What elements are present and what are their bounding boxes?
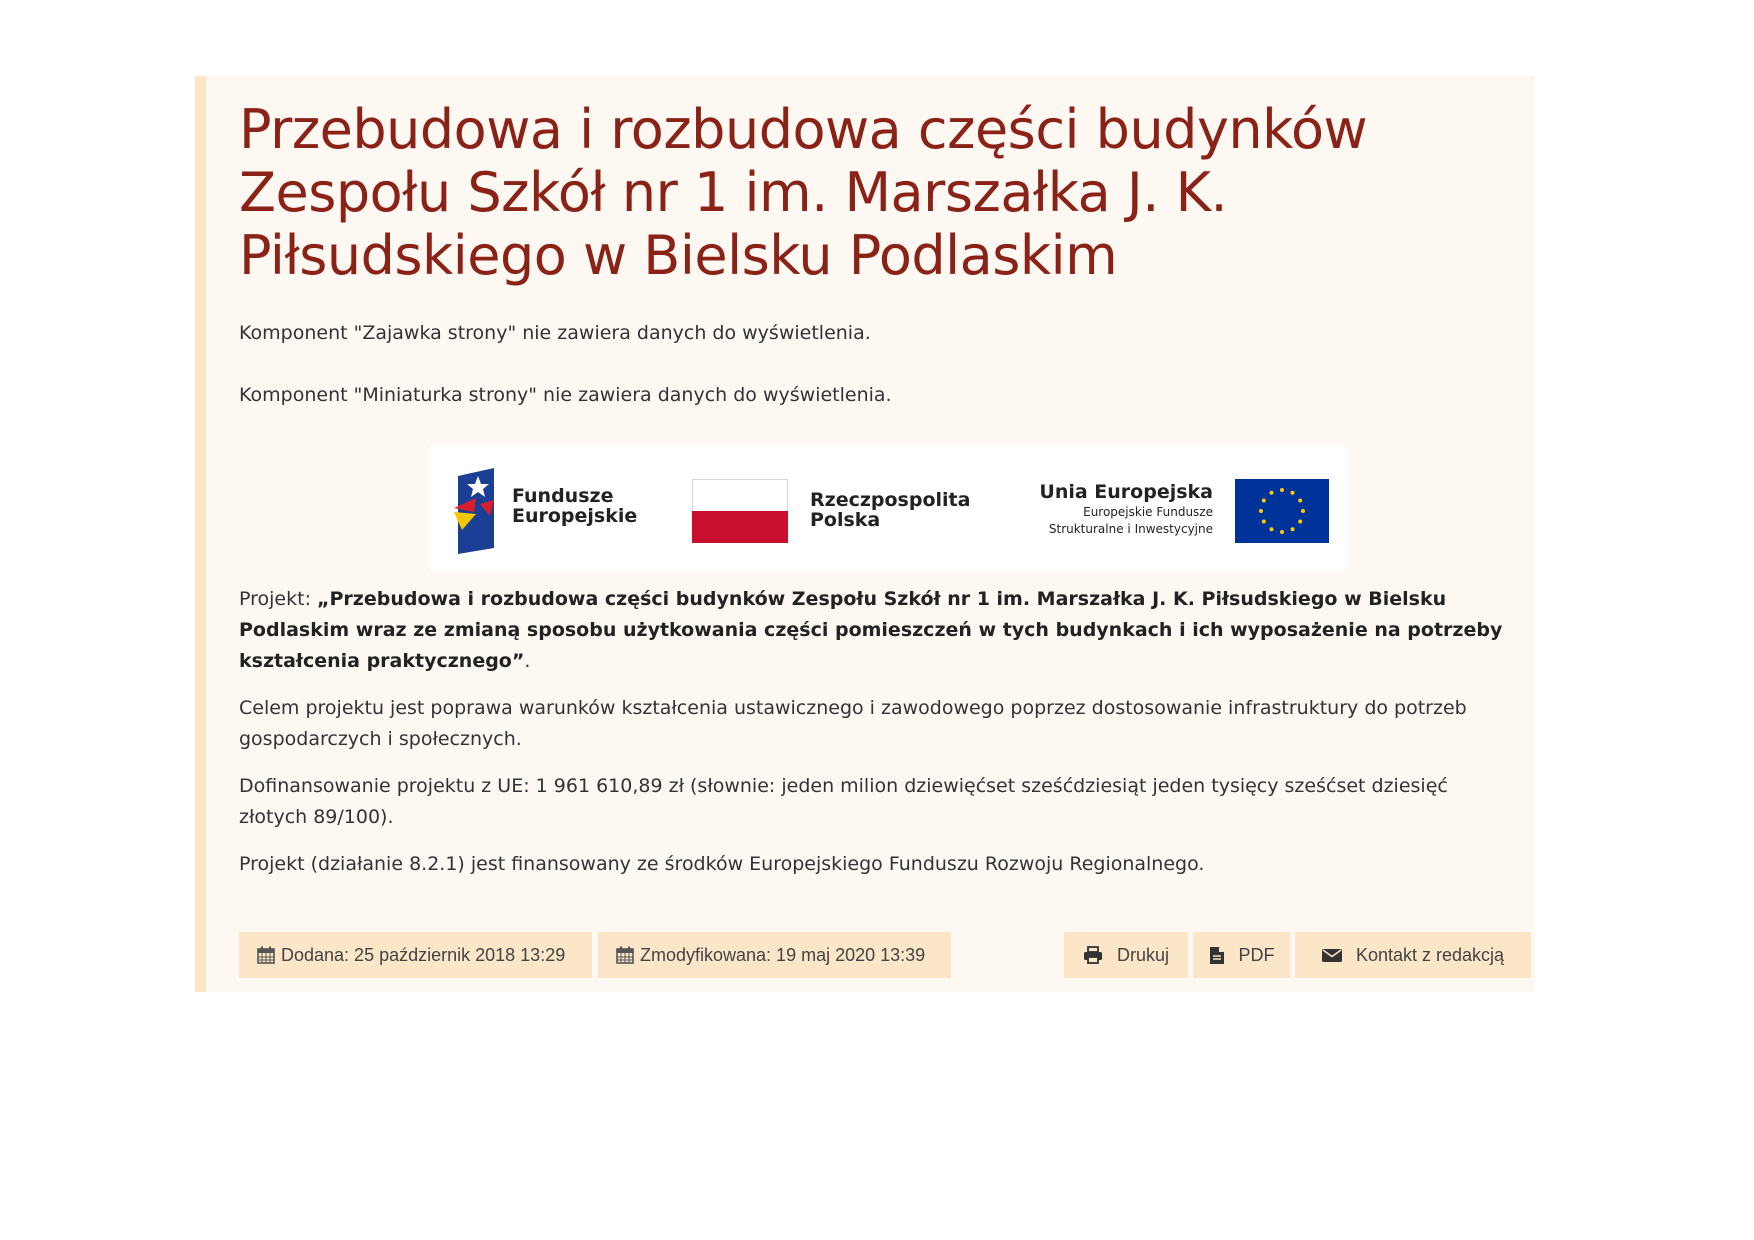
eu-star	[1291, 491, 1295, 495]
eu-logo-sub2: Strukturalne i Inwestycyjne	[1048, 522, 1213, 536]
fe-logo-text	[512, 486, 637, 526]
date-modified-badge	[598, 932, 951, 978]
page-title: Przebudowa i rozbudowa części budynków Zespołu Szkół nr 1 im. Marszałka J. K. Piłsudskiego w Bielsku Podlaskim	[239, 98, 1368, 287]
eu-star	[1259, 509, 1263, 513]
contact-label: Kontakt z redakcją	[1355, 944, 1505, 965]
eu-logo-text	[1039, 480, 1213, 538]
eu-star	[1262, 499, 1266, 503]
eu-star	[1298, 499, 1302, 503]
pl-logo-line1: Rzeczpospolita	[810, 489, 971, 511]
eu-star	[1301, 509, 1305, 513]
eu-star	[1262, 520, 1266, 524]
file-icon	[1209, 946, 1225, 965]
print-button[interactable]	[1064, 932, 1188, 978]
print-label: Drukuj	[1116, 944, 1169, 965]
pl-logo-line2: Polska	[810, 509, 881, 531]
eu-star	[1291, 527, 1295, 531]
date-added-badge	[239, 932, 592, 978]
pl-logo-text	[810, 490, 970, 530]
project-suffix: .	[524, 650, 531, 672]
goal-paragraph: Celem projektu jest poprawa warunków kształcenia ustawicznego i zawodowego poprzez dostosowanie infrastruktury do potrzeb gospodarczych i społecznych.	[239, 697, 1467, 750]
contact-editor-button[interactable]	[1295, 932, 1531, 978]
project-paragraph	[239, 584, 1519, 677]
article-body	[239, 584, 1519, 896]
date-added-text: Dodana: 25 październik 2018 13:29	[281, 944, 566, 965]
teaser-component-message: Komponent "Zajawka strony" nie zawiera danych do wyświetlenia.	[239, 322, 871, 344]
printer-icon	[1083, 946, 1103, 964]
eu-star	[1298, 520, 1302, 524]
polish-flag-icon	[692, 479, 788, 543]
eu-flag-icon	[1235, 479, 1329, 543]
envelope-icon	[1322, 948, 1342, 963]
calendar-icon	[616, 946, 634, 964]
article-meta-bar	[239, 932, 1535, 978]
eu-logo-title: Unia Europejska	[1039, 481, 1213, 503]
eu-star	[1270, 527, 1274, 531]
fe-logo-line1: Fundusze	[512, 485, 614, 507]
eu-star	[1280, 530, 1284, 534]
article-panel	[195, 76, 1535, 992]
thumbnail-component-message: Komponent "Miniaturka strony" nie zawiera danych do wyświetlenia.	[239, 384, 892, 406]
project-name: „Przebudowa i rozbudowa części budynków Zespołu Szkół nr 1 im. Marszałka J. K. Piłsudskiego w Bielsku Podlaskim wraz ze zmianą sposobu użytkowania części pomieszczeń w tych budynkach i ich wyposażenie na potrzeby kształcenia praktycznego”	[239, 588, 1503, 672]
eu-logo-sub1: Europejskie Fundusze	[1083, 505, 1213, 519]
eu-star	[1270, 491, 1274, 495]
source-paragraph: Projekt (działanie 8.2.1) jest finansowany ze środków Europejskiego Funduszu Rozwoju Regionalnego.	[239, 853, 1205, 875]
date-modified-text: Zmodyfikowana: 19 maj 2020 13:39	[640, 944, 926, 965]
fundusze-europejskie-logo-icon	[450, 466, 500, 556]
calendar-icon	[257, 946, 275, 964]
eu-star	[1280, 488, 1284, 492]
project-prefix: Projekt:	[239, 588, 318, 610]
pdf-label: PDF	[1238, 944, 1275, 965]
funding-logos-banner	[430, 446, 1348, 570]
pdf-button[interactable]	[1193, 932, 1290, 978]
fe-logo-line2: Europejskie	[512, 505, 638, 527]
funding-paragraph: Dofinansowanie projektu z UE: 1 961 610,89 zł (słownie: jeden milion dziewięćset sześćdziesiąt jeden tysięcy sześćset dziesięć złotych 89/100).	[239, 775, 1448, 828]
